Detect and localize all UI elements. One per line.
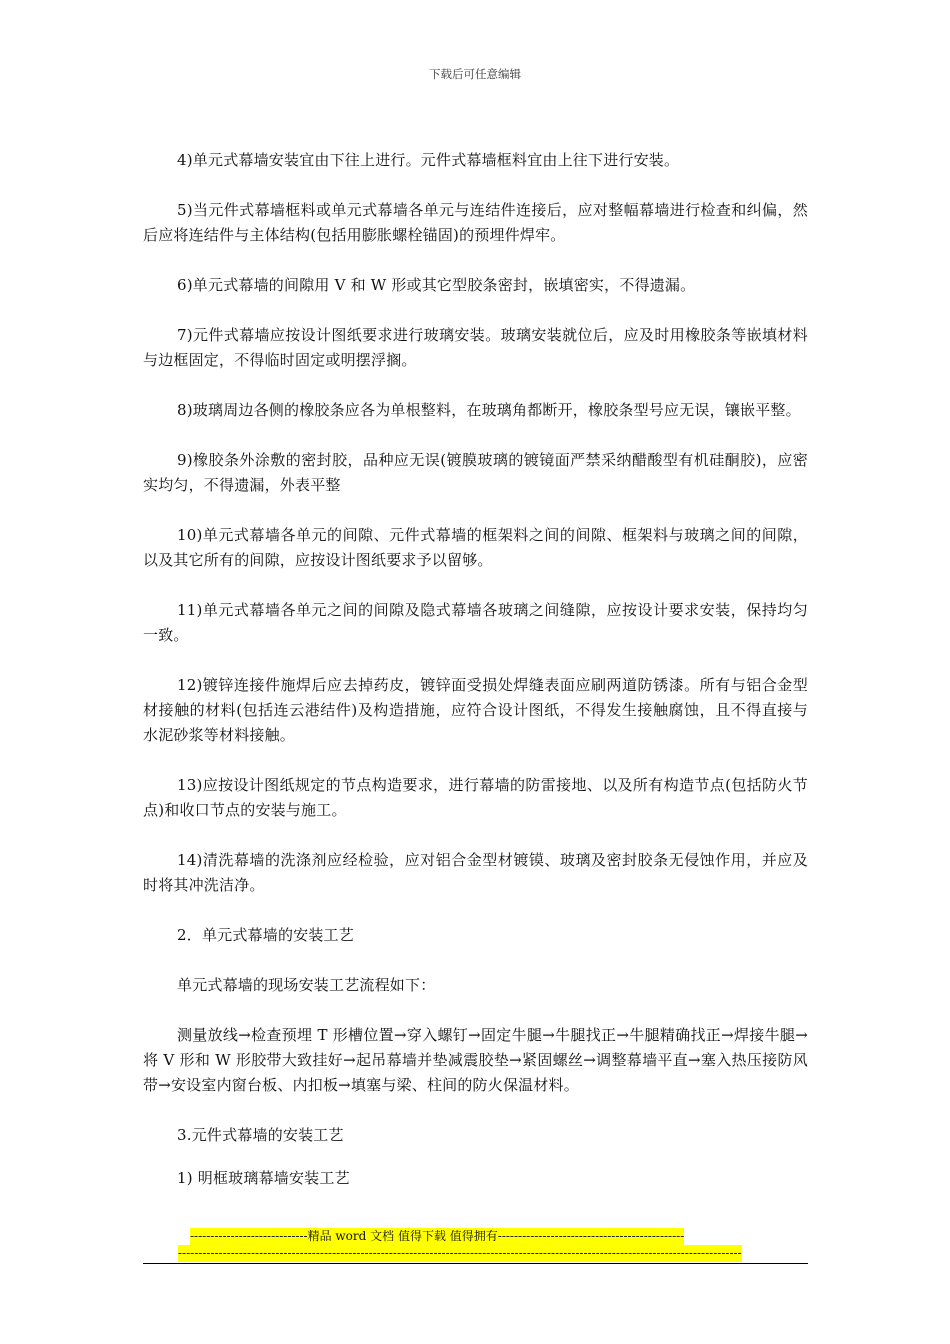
paragraph-item-4: 4)单元式幕墙安装宜由下往上进行。元件式幕墙框料宜由上往下进行安装。 [177, 151, 680, 169]
paragraph-item-10: 10)单元式幕墙各单元的间隙、元件式幕墙的框架料之间的间隙、框架料与玻璃之间的间隙，以及其它所有的间隙，应按设计图纸要求予以留够。 [143, 526, 808, 569]
document-body [143, 148, 808, 1209]
footer-divider [143, 1263, 808, 1264]
section-heading-unit-curtain-wall: 2．单元式幕墙的安装工艺 [177, 926, 354, 944]
paragraph-item-9: 9)橡胶条外涂敷的密封胶，品种应无误(镀膜玻璃的镀镜面严禁采纳醋酸型有机硅酮胶)，应密实均匀，不得遗漏，外表平整 [143, 451, 808, 494]
footer-banner [178, 1228, 776, 1262]
paragraph-item-13: 13)应按设计图纸规定的节点构造要求，进行幕墙的防雷接地、以及所有构造节点(包括防火节点)和收口节点的安装与施工。 [143, 776, 808, 819]
process-flow: 测量放线→检查预埋 T 形槽位置→穿入螺钉→固定牛腿→牛腿找正→牛腿精确找正→焊接牛腿→将 V 形和 W 形胶带大致挂好→起吊幕墙并垫减震胶垫→紧固螺丝→调整幕墙平直→塞入热压接防风带→安设室内窗台板、内扣板→填塞与梁、柱间的防火保温材料。 [143, 1026, 808, 1094]
footer-banner-line-2: ------------------------------------------------------------------------------------------------------------------------------------------- [178, 1246, 742, 1260]
paragraph-item-14: 14)清洗幕墙的洗涤剂应经检验，应对铝合金型材镀镆、玻璃及密封胶条无侵蚀作用，并应及时将其冲洗洁净。 [143, 851, 808, 894]
paragraph-item-8: 8)玻璃周边各侧的橡胶条应各为单根整料，在玻璃角都断开，橡胶条型号应无误，镶嵌平整。 [177, 401, 801, 419]
paragraph-item-7: 7)元件式幕墙应按设计图纸要求进行玻璃安装。玻璃安装就位后，应及时用橡胶条等嵌填材料与边框固定，不得临时固定或明摆浮搁。 [143, 326, 808, 369]
process-intro: 单元式幕墙的现场安装工艺流程如下： [177, 976, 436, 994]
section-heading-element-curtain-wall: 3.元件式幕墙的安装工艺 [177, 1126, 344, 1144]
subsection-heading-framed-glass: 1) 明框玻璃幕墙安装工艺 [177, 1169, 350, 1187]
footer-banner-line-1: -----------------------------精品 word 文档 值得下载 值得拥有---------------------------------------------- [190, 1229, 685, 1243]
page-header: 下载后可任意编辑 [429, 67, 521, 81]
paragraph-item-12: 12)镀锌连接件施焊后应去掉药皮，镀锌面受损处焊缝表面应刷两道防锈漆。所有与铝合金型材接触的材料(包括连云港结件)及构造措施，应符合设计图纸，不得发生接触腐蚀，且不得直接与水泥砂浆等材料接触。 [143, 676, 808, 744]
paragraph-item-6: 6)单元式幕墙的间隙用 V 和 W 形或其它型胶条密封，嵌填密实，不得遗漏。 [177, 276, 696, 294]
paragraph-item-5: 5)当元件式幕墙框料或单元式幕墙各单元与连结件连接后，应对整幅幕墙进行检查和纠偏，然后应将连结件与主体结构(包括用膨胀螺栓锚固)的预埋件焊牢。 [143, 201, 808, 244]
paragraph-item-11: 11)单元式幕墙各单元之间的间隙及隐式幕墙各玻璃之间缝隙，应按设计要求安装，保持均匀一致。 [143, 601, 808, 644]
